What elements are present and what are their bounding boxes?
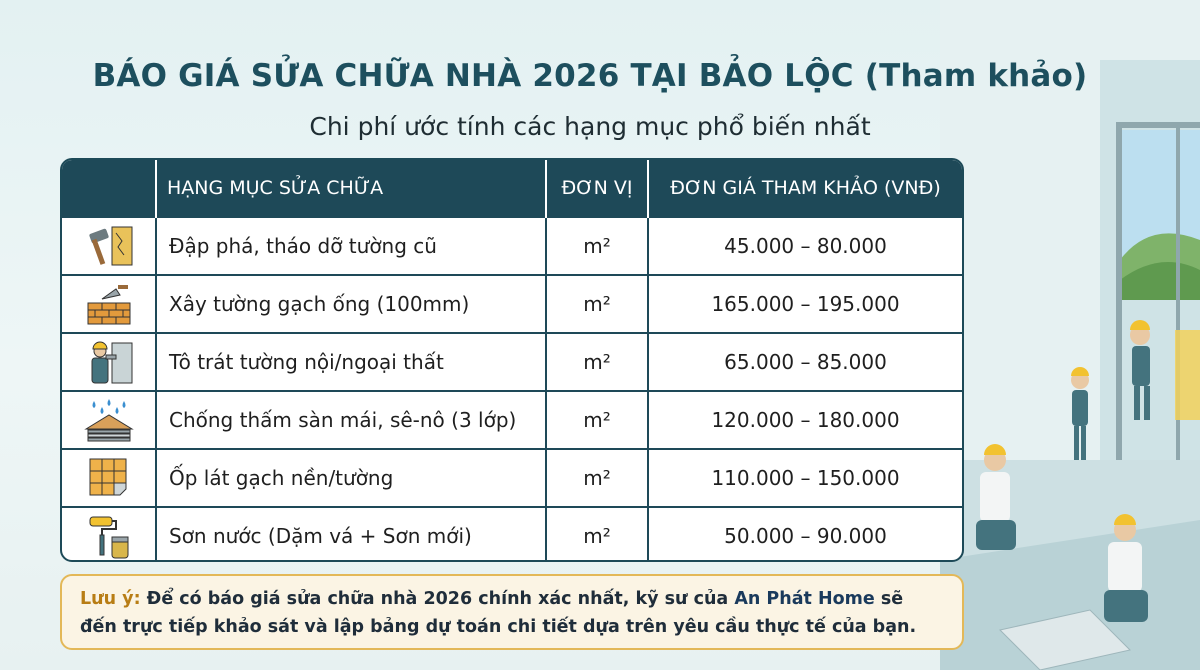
brand-name: An Phát Home — [734, 589, 875, 609]
column-header-item: HẠNG MỤC SỬA CHỮA — [156, 160, 546, 217]
brick-trowel-icon — [82, 281, 136, 327]
row-unit: m² — [546, 333, 648, 391]
waterproof-roof-icon — [82, 397, 136, 443]
table-row — [62, 217, 962, 275]
row-price: 120.000 – 180.000 — [648, 391, 962, 449]
row-price: 165.000 – 195.000 — [648, 275, 962, 333]
table-row — [62, 391, 962, 449]
page-subtitle: Chi phí ước tính các hạng mục phổ biến nhất — [309, 112, 871, 141]
page-title: BÁO GIÁ SỬA CHỮA NHÀ 2026 TẠI BẢO LỘC (Tham khảo) — [92, 58, 1088, 94]
table-row — [62, 449, 962, 507]
row-price: 45.000 – 80.000 — [648, 217, 962, 275]
row-unit: m² — [546, 275, 648, 333]
row-price: 50.000 – 90.000 — [648, 507, 962, 562]
row-price: 65.000 – 85.000 — [648, 333, 962, 391]
row-item-label: Chống thấm sàn mái, sê-nô (3 lớp) — [156, 391, 546, 449]
note-label: Lưu ý: — [80, 589, 141, 609]
plastering-worker-icon — [82, 339, 136, 385]
row-unit: m² — [546, 217, 648, 275]
icon-column-header — [62, 160, 156, 217]
paint-roller-icon — [82, 513, 136, 559]
table-row — [62, 507, 962, 562]
row-unit: m² — [546, 391, 648, 449]
demolition-hammer-icon — [82, 223, 136, 269]
column-header-unit: ĐƠN VỊ — [546, 160, 648, 217]
renovation-scene-illustration — [940, 0, 1200, 670]
row-item-label: Tô trát tường nội/ngoại thất — [156, 333, 546, 391]
table-row — [62, 275, 962, 333]
row-item-label: Xây tường gạch ống (100mm) — [156, 275, 546, 333]
note-text-after: sẽ đến trực tiếp khảo sát và lập bảng dự toán chi tiết dựa trên yêu cầu thực tế của bạn. — [80, 589, 917, 637]
price-table — [60, 158, 964, 562]
note-text-before: Để có báo giá sửa chữa nhà 2026 chính xác nhất, kỹ sư của — [140, 589, 735, 609]
row-item-label: Ốp lát gạch nền/tường — [156, 449, 546, 507]
row-unit: m² — [546, 449, 648, 507]
row-item-label: Đập phá, tháo dỡ tường cũ — [156, 217, 546, 275]
table-header-row — [62, 160, 962, 217]
row-item-label: Sơn nước (Dặm vá + Sơn mới) — [156, 507, 546, 562]
note-box — [60, 574, 964, 650]
tile-grid-icon — [82, 455, 136, 501]
table-row — [62, 333, 962, 391]
row-price: 110.000 – 150.000 — [648, 449, 962, 507]
column-header-price: ĐƠN GIÁ THAM KHẢO (VNĐ) — [648, 160, 962, 217]
row-unit: m² — [546, 507, 648, 562]
